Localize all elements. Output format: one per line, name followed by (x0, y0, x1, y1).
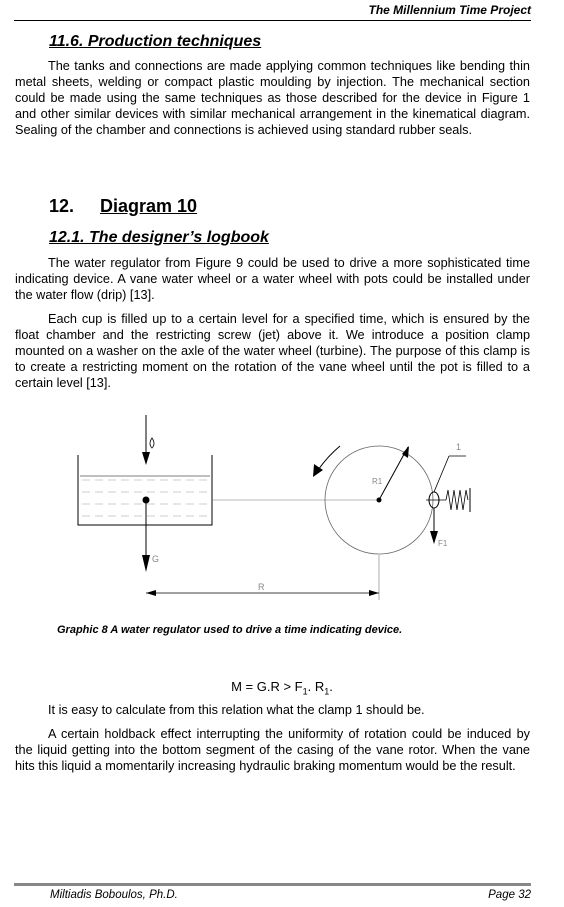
formula-mid: . R (307, 679, 325, 694)
paragraph-clamp-calc: It is easy to calculate from this relation what the clamp 1 should be. (48, 703, 425, 717)
formula (0, 679, 564, 697)
label-G: G (152, 554, 160, 564)
label-clamp-1: 1 (456, 442, 462, 452)
heading-11-6: 11.6. Production techniques (49, 33, 262, 50)
water-regulator-diagram (0, 410, 564, 610)
paragraph-holdback: A certain holdback effect interrupting the uniformity of rotation could be induced by the liquid getting into the bottom segment of the casing of the vane rotor. When the vane hits this liquid a momentarily increasing hydraulic braking momentum would be the result. (15, 727, 530, 773)
running-header: The Millennium Time Project (368, 3, 531, 17)
page-number: Page 32 (488, 889, 531, 901)
heading-12-number: 12. (49, 196, 75, 216)
formula-start: M = G.R > F (231, 679, 303, 694)
spring (446, 490, 468, 510)
water-drop-icon (150, 438, 154, 448)
float-point (143, 497, 150, 504)
dimension-R-arrow-left (146, 590, 156, 596)
label-R: R (258, 582, 265, 592)
dimension-R-arrow-right (369, 590, 379, 596)
force-F1-arrowhead (430, 531, 438, 544)
clamp-leader (434, 456, 449, 492)
paragraph-logbook-2: Each cup is filled up to a certain level for a specified time, which is ensured by the float chamber and the restricting screw (jet) above it. We introduce a position clamp mounted on a washer on the axle of the water wheel (turbine). The purpose of this clamp is to create a restricting moment on the rotation of the vane wheel until the pot is filled to a certain level [13]. (15, 312, 530, 390)
heading-12-1: 12.1. The designer’s logbook (49, 229, 269, 246)
figure-caption: Graphic 8 A water regulator used to drive a time indicating device. (57, 624, 403, 636)
heading-12-title: Diagram 10 (100, 196, 198, 216)
footer-author: Miltiadis Boboulos, Ph.D. (50, 889, 178, 901)
label-R1: R1 (372, 477, 383, 486)
header-rule (14, 20, 531, 21)
gravity-arrowhead (142, 555, 150, 572)
formula-sub-1: 1 (302, 686, 308, 697)
formula-sub-2: 1 (324, 686, 330, 697)
label-F1: F1 (438, 539, 448, 548)
formula-end: . (329, 679, 333, 694)
footer-rule (14, 883, 531, 886)
drip-arrowhead (142, 452, 150, 465)
paragraph-production-techniques: The tanks and connections are made applying common techniques like bending thin metal sheets, welding or compact plastic moulding by injection. The mechanical section could be made using the same techniques as those described for the device in Figure 1 and other similar devices with similar mechanical arrangement in the kinematical diagram. Sealing of the chamber and connections is achieved using standard rubber seals. (15, 59, 530, 137)
heading-12 (49, 196, 197, 217)
float-chamber (78, 455, 212, 525)
paragraph-logbook-1: The water regulator from Figure 9 could be used to drive a more sophisticated time indicating device. A vane water wheel or a water wheel with pots could be installed under the water flow (drip) [13]. (15, 256, 530, 302)
